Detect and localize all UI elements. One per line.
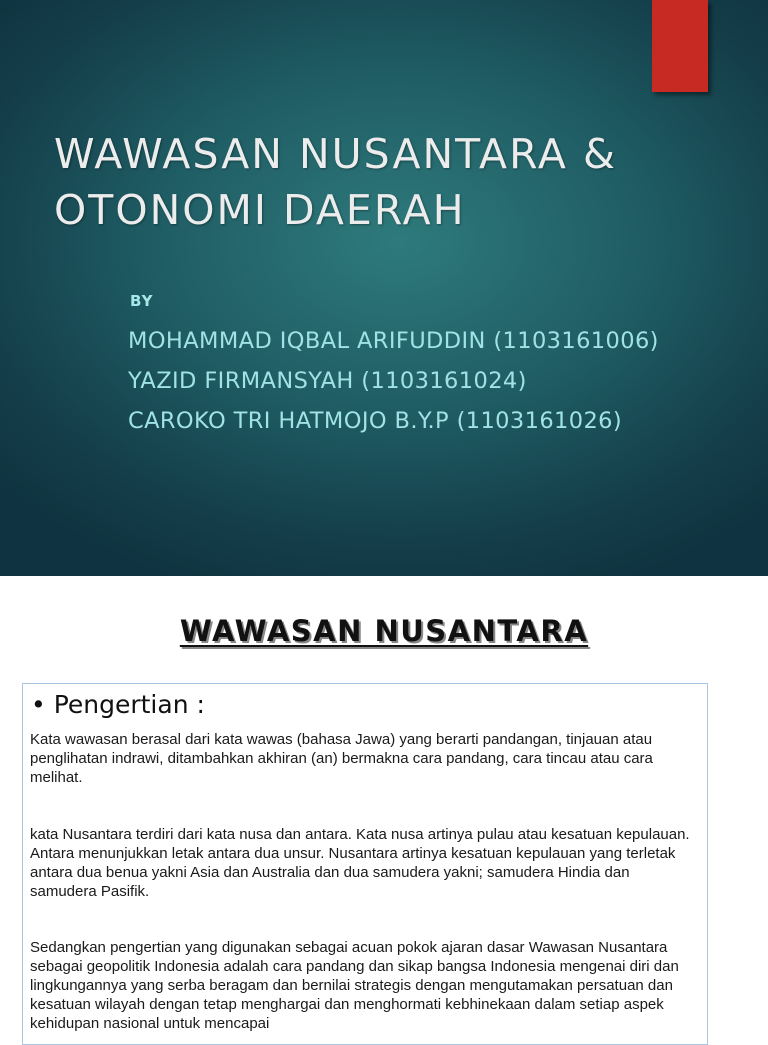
title-line-1: WAWASAN NUSANTARA &	[54, 130, 617, 178]
title-line-2: OTONOMI DAERAH	[54, 186, 466, 234]
section-title: WAWASAN NUSANTARA	[179, 614, 589, 648]
author-item: YAZID FIRMANSYAH (1103161024)	[128, 368, 527, 394]
paragraph-wawasan: Kata wawasan berasal dari kata wawas (bahasa Jawa) yang berarti pandangan, tinjauan atau penglihatan indrawi, ditambahkan akhiran (an) bermakna cara pandang, cara tincau atau cara melihat.	[30, 731, 653, 786]
author-list	[128, 321, 748, 441]
red-accent-tab	[652, 0, 708, 92]
bullet-heading: • Pengertian :	[31, 690, 205, 719]
author-item: CAROKO TRI HATMOJO B.Y.P (1103161026)	[128, 408, 623, 434]
author-item: MOHAMMAD IQBAL ARIFUDDIN (1103161006)	[128, 328, 659, 354]
paragraph-nusantara: kata Nusantara terdiri dari kata nusa dan antara. Kata nusa artinya pulau atau kesatuan kepulauan. Antara menunjukkan letak antara dua unsur. Nusantara artinya kesatuan kepulauan yang terletak antara dua benua yakni Asia dan Australia dan dua samudera yakni; samudera Hindia dan samudera Pasifik.	[30, 826, 690, 900]
paragraph-definition: Sedangkan pengertian yang digunakan sebagai acuan pokok ajaran dasar Wawasan Nusantara sebagai geopolitik Indonesia adalah cara pandang dan sikap bangsa Indonesia mengenai diri dan lingkungannya yang serba beragam dan bernilai strategis dengan mengutamakan persatuan dan kesatuan wilayah dengan tetap menghargai dan menghormati kebhinekaan dalam setiap aspek kehidupan nasional untuk mencapai	[30, 939, 679, 1032]
definition-box	[22, 683, 708, 1045]
by-label: BY	[130, 292, 154, 310]
slide-title	[54, 126, 744, 238]
content-slide	[0, 576, 768, 1032]
